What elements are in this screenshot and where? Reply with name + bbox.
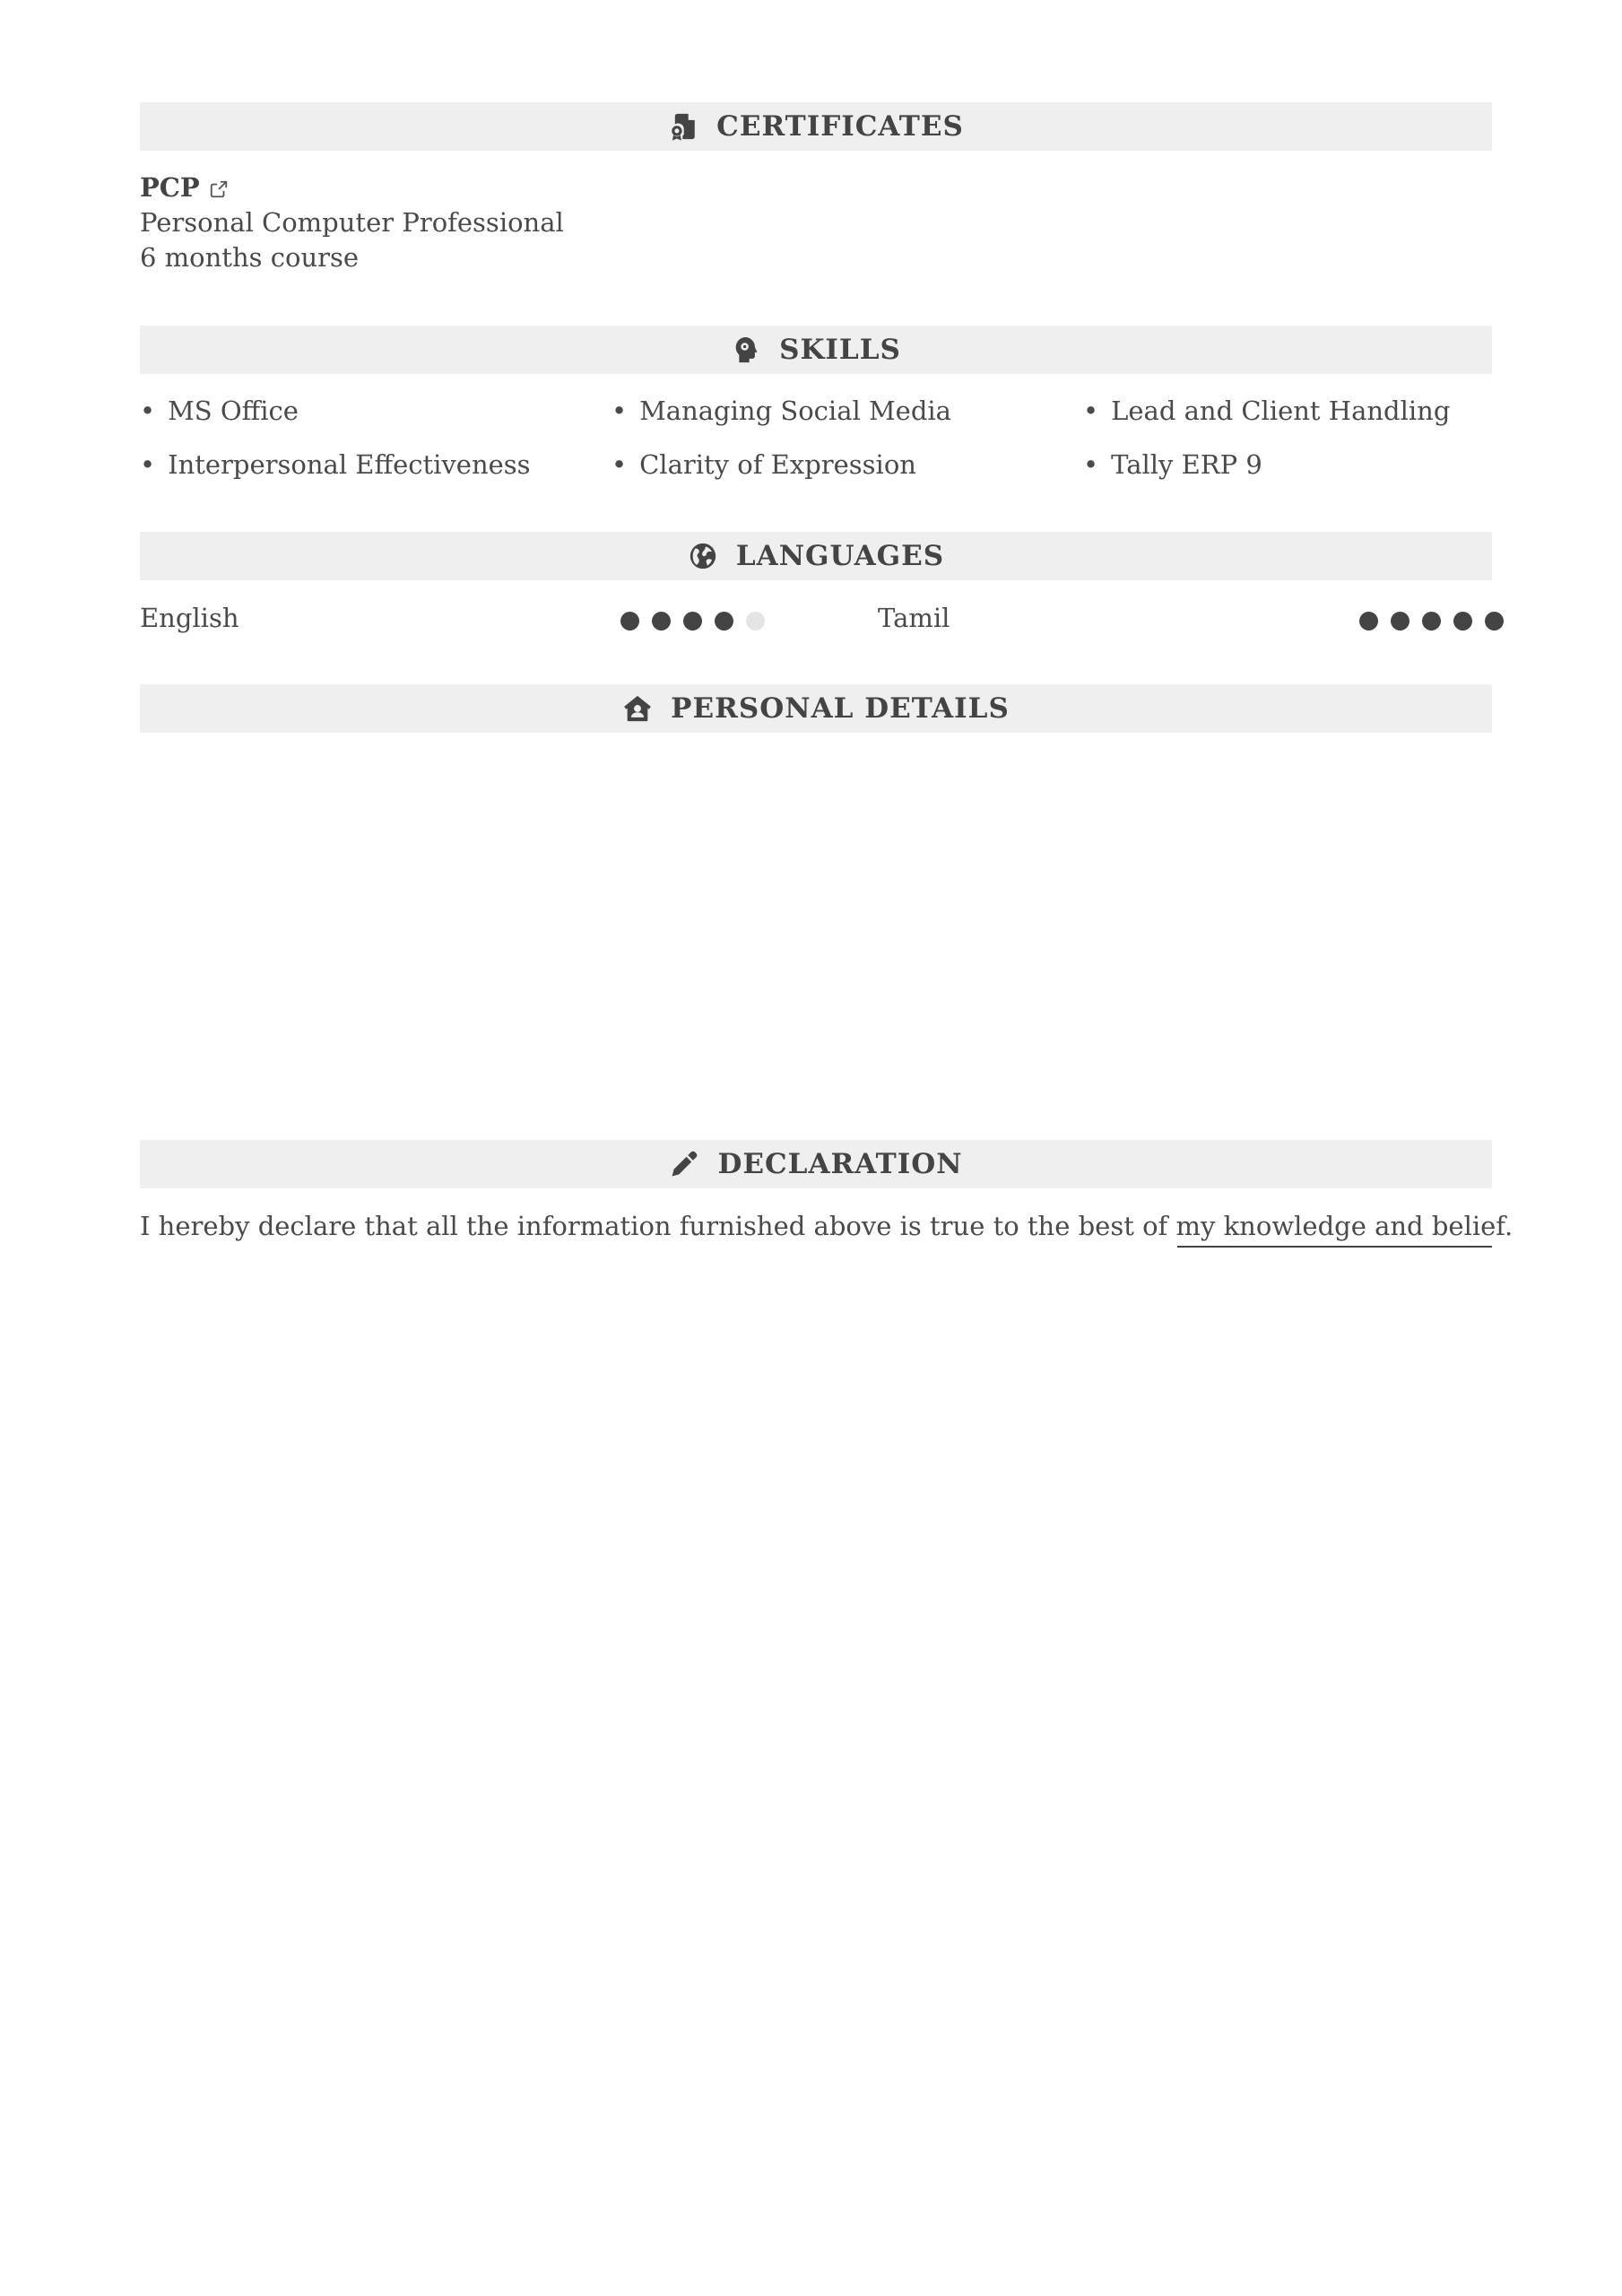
declaration-title: DECLARATION — [717, 1148, 963, 1180]
skill-item: • MS Office — [140, 396, 299, 426]
certificates-title: CERTIFICATES — [716, 110, 964, 143]
certificate-icon — [668, 111, 698, 142]
personal-details-title: PERSONAL DETAILS — [671, 692, 1010, 725]
level-dot-filled — [652, 612, 671, 631]
level-dot-filled — [1422, 612, 1441, 631]
languages-title: LANGUAGES — [735, 540, 945, 572]
signature-line — [1177, 1246, 1492, 1248]
level-dot-filled — [683, 612, 702, 631]
language-level-english — [620, 612, 765, 631]
brain-head-icon — [731, 335, 761, 365]
certificate-description: Personal Computer Professional — [140, 207, 564, 238]
level-dot-empty — [746, 612, 765, 631]
language-name-tamil: Tamil — [878, 603, 950, 633]
skills-title: SKILLS — [779, 334, 901, 366]
certificate-name[interactable] — [140, 172, 229, 203]
level-dot-filled — [620, 612, 639, 631]
language-level-tamil — [1359, 612, 1504, 631]
languages-header — [140, 532, 1492, 580]
level-dot-filled — [1485, 612, 1504, 631]
skill-item: • Lead and Client Handling — [1083, 396, 1450, 426]
level-dot-filled — [1391, 612, 1409, 631]
house-user-icon — [622, 693, 653, 724]
skills-header — [140, 326, 1492, 374]
skill-item: • Clarity of Expression — [612, 449, 916, 480]
level-dot-filled — [1359, 612, 1378, 631]
certificates-header — [140, 102, 1492, 151]
skill-item: • Tally ERP 9 — [1083, 449, 1262, 480]
personal-details-header — [140, 684, 1492, 733]
declaration-header — [140, 1140, 1492, 1188]
external-link-icon[interactable] — [209, 179, 229, 199]
level-dot-filled — [1453, 612, 1472, 631]
skill-item: • Managing Social Media — [612, 396, 951, 426]
level-dot-filled — [715, 612, 733, 631]
certificate-duration: 6 months course — [140, 242, 360, 273]
language-name-english: English — [140, 603, 239, 633]
declaration-text: I hereby declare that all the information furnished above is true to the best of my knowledge and belief. — [140, 1211, 1514, 1241]
certificate-name-label: PCP — [140, 172, 200, 203]
skill-item: • Interpersonal Effectiveness — [140, 449, 531, 480]
pen-icon — [669, 1149, 699, 1179]
globe-icon — [688, 541, 718, 571]
